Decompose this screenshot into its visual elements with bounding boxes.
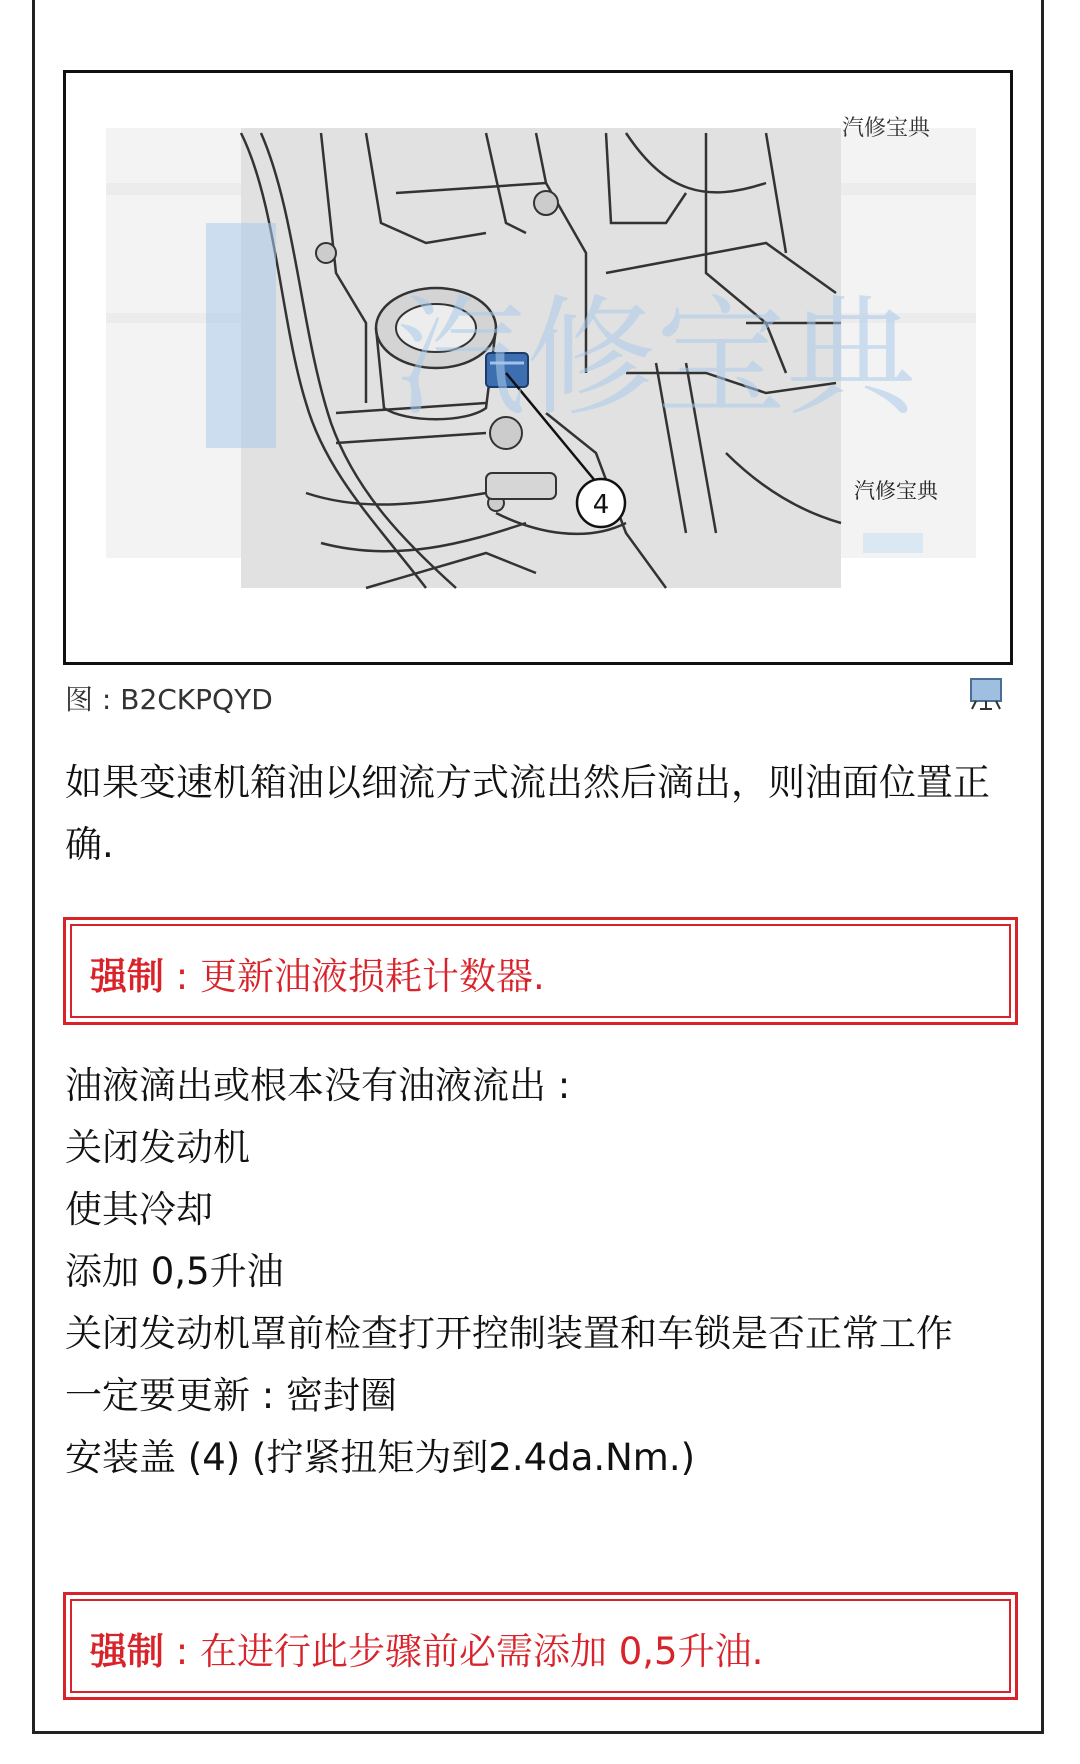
callout-number: 4 (592, 490, 610, 520)
svg-text:汽修宝典: 汽修宝典 (396, 282, 917, 434)
step-line: 油液滴出或根本没有油液流出 : (65, 1064, 571, 1107)
intro-paragraph: 如果变速机箱油以细流方式流出然后滴出，则油面位置正确. (65, 761, 990, 866)
step-line: 关闭发动机 (65, 1126, 250, 1169)
notice-label: 强制 (90, 1630, 164, 1673)
notice-label: 强制 (90, 955, 164, 998)
notice-separator: : (164, 955, 200, 998)
mandatory-notice (63, 1592, 1018, 1700)
step-line: 关闭发动机罩前检查打开控制装置和车锁是否正常工作 (65, 1312, 953, 1355)
watermark-badge (863, 533, 923, 553)
step-line: 一定要更新 : 密封圈 (65, 1374, 397, 1417)
step-line: 添加 0,5升油 (65, 1250, 284, 1293)
step-line: 使其冷却 (65, 1188, 213, 1231)
watermark-top: 汽修宝典 (841, 116, 931, 141)
mandatory-notice (63, 917, 1018, 1025)
step-line: 安装盖 (4) (拧紧扭矩为到2.4da.Nm.) (65, 1436, 696, 1479)
notice-separator: : (164, 1630, 200, 1673)
notice-text: 在进行此步骤前必需添加 0,5升油. (200, 1630, 764, 1673)
watermark-bottom: 汽修宝典 (854, 479, 938, 503)
notice-text: 更新油液损耗计数器. (200, 955, 545, 998)
zoom-image-icon[interactable] (966, 673, 1006, 713)
figure-illustration[interactable] (63, 70, 1013, 665)
procedure-steps (65, 1055, 1005, 1489)
transmission-diagram (66, 73, 1010, 662)
figure-caption: 图 : B2CKPQYD (65, 683, 273, 716)
